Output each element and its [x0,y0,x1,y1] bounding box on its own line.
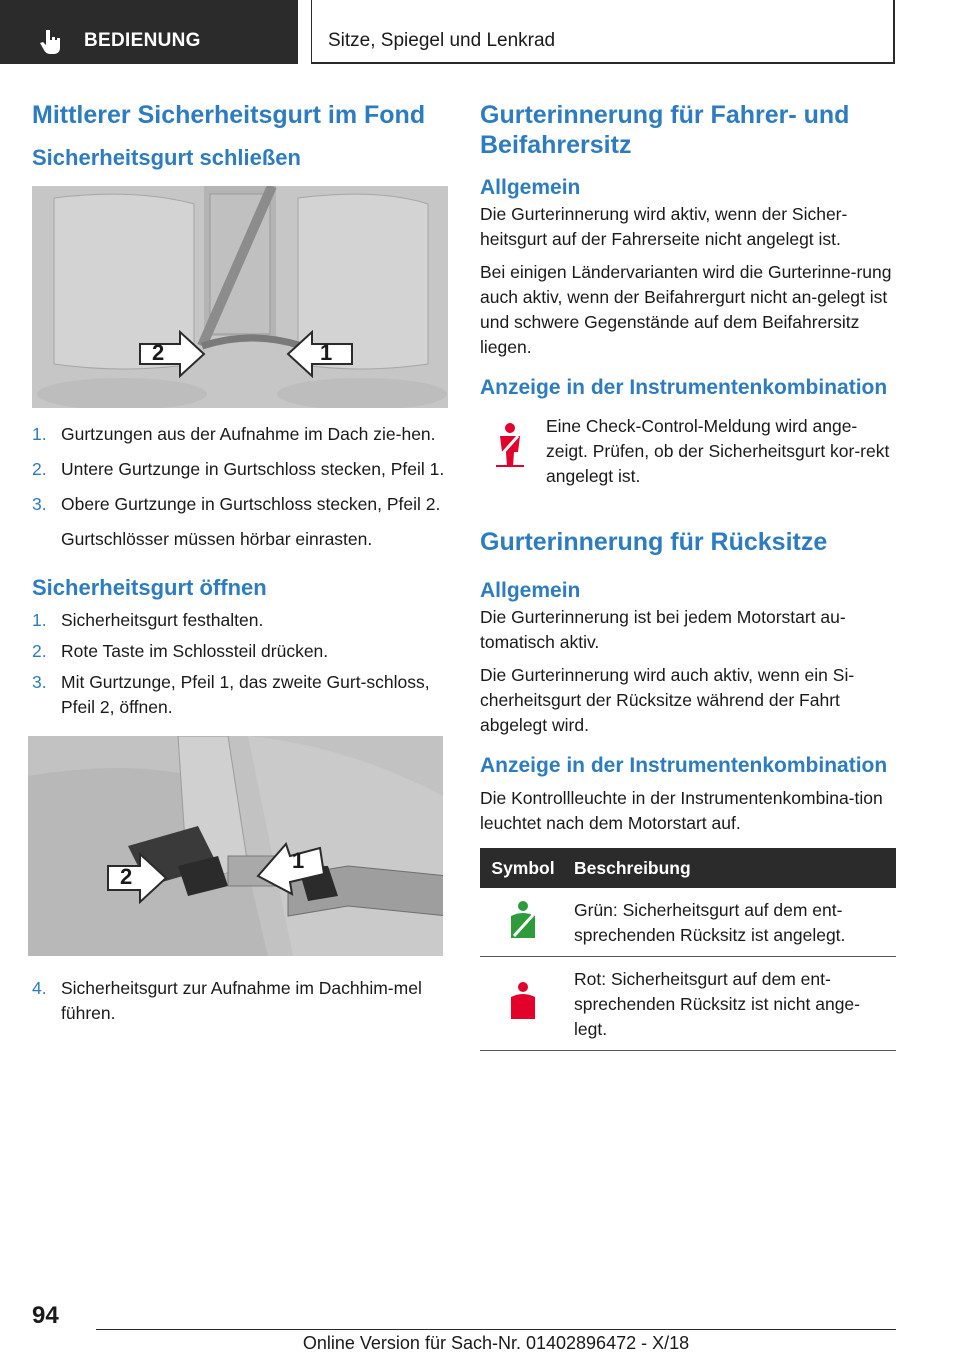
header-section-tab [0,0,298,64]
open-steps-continued [32,976,448,1026]
buckle-image [28,736,443,956]
green-seatbelt-icon [508,900,538,940]
open-heading: Sicherheitsgurt öffnen [32,575,267,600]
left-title: Mittlerer Sicherheitsgurt im Fond [32,101,426,129]
red-seat-icon [508,981,538,1021]
display-block [480,414,896,489]
list-item: 2. Rote Taste im Schlossteil drücken. [32,641,329,661]
description-cell: Rot: Sicherheitsgurt auf dem ent-sprechenden Rücksitz ist nicht ange-legt. [566,957,896,1051]
fasten-note: Gurtschlösser müssen hörbar einrasten. [61,529,373,549]
column-header-description: Beschreibung [566,848,896,888]
rear-display-text: Die Kontrollleuchte in der Instrumentenkombina-tion leuchtet nach dem Motorstart auf. [480,788,883,833]
general-heading: Allgemein [480,176,581,199]
seatbelt-warning-icon [494,422,526,468]
rear-display-heading: Anzeige in der Instrumentenkombination [480,754,888,777]
arrow-label-2: 2 [152,340,165,365]
rear-paragraph-1: Die Gurterinnerung ist bei jedem Motorstart au-tomatisch aktiv. [480,607,846,652]
arrow-label-1: 1 [292,848,305,873]
list-item: 2. Untere Gurtzunge in Gurtschloss stecken, Pfeil 1. [32,459,445,479]
right-title: Gurterinnerung für Fahrer- und Beifahrersitz [480,101,850,159]
section-label: BEDIENUNG [84,30,201,51]
footer-text: Online Version für Sach-Nr. 01402896472 - X/18 [302,1333,690,1353]
list-item: 1. Sicherheitsgurt festhalten. [32,610,264,630]
list-item: 4. Sicherheitsgurt zur Aufnahme im Dachhim-mel führen. [32,978,422,1023]
fasten-steps [32,422,448,517]
rear-paragraph-2: Die Gurterinnerung wird auch aktiv, wenn ein Si-cherheitsgurt der Rücksitze während der Fahrt abgelegt wird. [480,665,855,735]
open-steps [32,608,448,720]
symbol-cell [480,888,566,957]
left-column [32,100,448,1036]
list-item: 3. Obere Gurtzunge in Gurtschloss stecken, Pfeil 2. [32,494,441,514]
right-column [480,100,896,1051]
page-number: 94 [32,1302,59,1329]
symbol-cell [480,957,566,1051]
column-header-symbol: Symbol [480,848,566,888]
buckle-illustration [28,736,443,956]
display-text: Eine Check-Control-Meldung wird ange-zeigt. Prüfen, ob der Sicherheitsgurt kor-rekt angelegt ist. [546,416,890,486]
arrow-label-1: 1 [320,340,333,365]
rear-seat-image [32,186,448,408]
table-row [480,888,896,957]
display-heading: Anzeige in der Instrumentenkombination [480,376,888,399]
rear-seat-illustration [32,186,448,408]
rear-title: Gurterinnerung für Rücksitze [480,528,828,556]
description-cell: Grün: Sicherheitsgurt auf dem ent-sprechenden Rücksitz ist angelegt. [566,888,896,957]
general-paragraph-1: Die Gurterinnerung wird aktiv, wenn der Sicher-heitsgurt auf der Fahrerseite nicht angelegt ist. [480,204,848,249]
fasten-heading: Sicherheitsgurt schließen [32,145,301,170]
table-row [480,957,896,1051]
general-paragraph-2: Bei einigen Ländervarianten wird die Gurterinne-rung auch aktiv, wenn der Beifahrergurt nicht an-gelegt ist und schwere Gegenstände auf dem Beifahrersitz liegen. [480,262,892,357]
hand-icon [40,28,62,54]
chapter-title: Sitze, Spiegel und Lenkrad [328,30,556,51]
list-item: 1. Gurtzungen aus der Aufnahme im Dach zie-hen. [32,424,436,444]
header-chapter [311,0,895,64]
arrow-label-2: 2 [120,864,133,889]
footer-divider [96,1329,896,1330]
list-item: 3. Mit Gurtzunge, Pfeil 1, das zweite Gurt-schloss, Pfeil 2, öffnen. [32,672,430,717]
symbol-table [480,848,896,1051]
table-header-row [480,848,896,888]
rear-general-heading: Allgemein [480,579,581,602]
